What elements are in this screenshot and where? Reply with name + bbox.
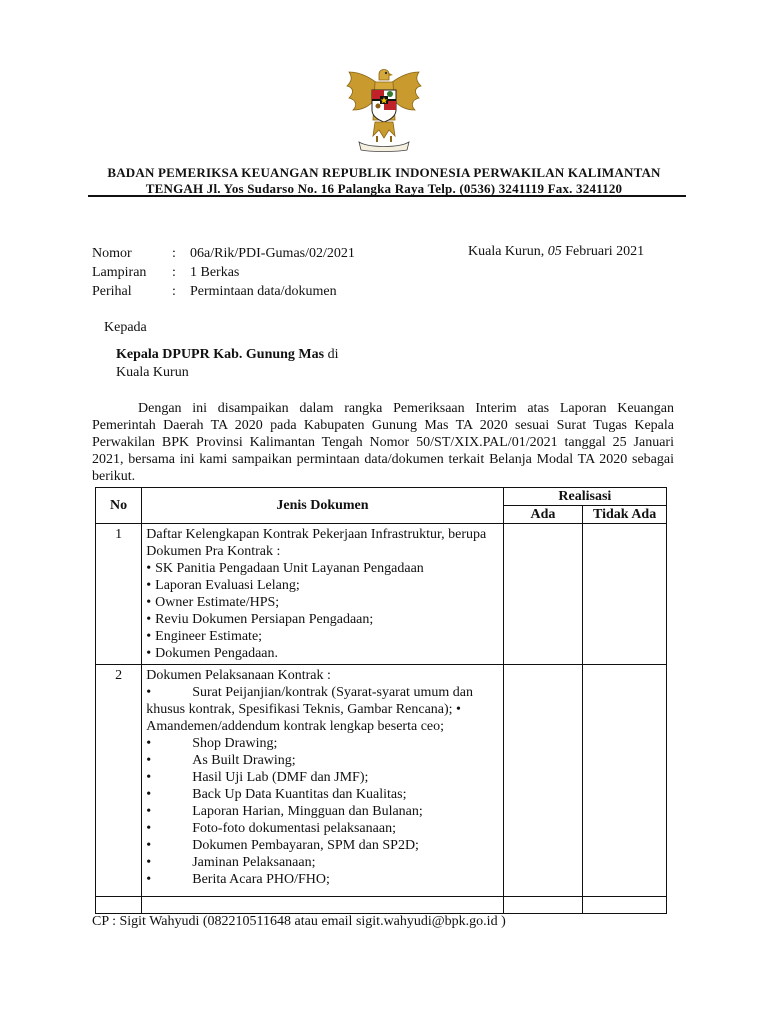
header-ada: Ada bbox=[503, 506, 583, 524]
list-item: • Berita Acara PHO/FHO; bbox=[146, 871, 498, 888]
body-paragraph: Dengan ini disampaikan dalam rangka Pemeriksaan Interim atas Laporan Keuangan Pemerintah Daerah TA 2020 pada Kabupaten Gunung Mas TA 2020 sesuai Surat Tugas Kepala Perwakilan BPK Provinsi Kalimantan Tengah Nomor 50/ST/XIX.PAL/01/2021 tanggal 25 Januari 2021, bersama ini kami sampaikan permintaan data/dokumen terkait Belanja Modal TA 2020 sebagai berikut. bbox=[92, 401, 674, 484]
lampiran-colon: : bbox=[172, 265, 176, 280]
recipient-name: Kepala DPUPR Kab. Gunung Mas bbox=[116, 347, 325, 362]
list-item-continuation: khusus kontrak, Spesifikasi Teknis, Gambar Rencana); • bbox=[146, 702, 461, 717]
date-month-year: Februari 2021 bbox=[565, 244, 645, 259]
recipient-line bbox=[116, 346, 338, 364]
letterhead-divider bbox=[88, 195, 686, 197]
row-number: 1 bbox=[96, 524, 142, 665]
empty-cell bbox=[503, 897, 583, 914]
row-number: 2 bbox=[96, 665, 142, 897]
row-intro-line-2: Dokumen Pra Kontrak : bbox=[146, 544, 281, 559]
list-item: • Dokumen Pembayaran, SPM dan SP2D; bbox=[146, 837, 498, 854]
list-item: • Hasil Uji Lab (DMF dan JMF); bbox=[146, 769, 498, 786]
table-row bbox=[96, 524, 667, 665]
nomor-value: 06a/Rik/PDI-Gumas/02/2021 bbox=[190, 246, 355, 261]
letterhead-line-1: BADAN PEMERIKSA KEUANGAN REPUBLIK INDONESIA PERWAKILAN KALIMANTAN bbox=[107, 165, 661, 180]
list-item: • Back Up Data Kuantitas dan Kualitas; bbox=[146, 786, 498, 803]
list-item: • Surat Peijanjian/kontrak (Syarat-syarat umum dan bbox=[146, 684, 498, 701]
header-no: No bbox=[96, 488, 142, 524]
list-item: • Reviu Dokumen Persiapan Pengadaan; bbox=[146, 611, 498, 628]
list-item: • Foto-foto dokumentasi pelaksanaan; bbox=[146, 820, 498, 837]
place-name: Kuala Kurun, bbox=[468, 244, 545, 259]
cell-tidak-ada[interactable] bbox=[583, 524, 667, 665]
cell-ada[interactable] bbox=[503, 524, 583, 665]
table-header-row-1 bbox=[96, 488, 667, 506]
row-intro-line-1: Daftar Kelengkapan Kontrak Pekerjaan Infrastruktur, berupa bbox=[146, 527, 487, 542]
perihal-colon: : bbox=[172, 284, 176, 299]
list-item: • SK Panitia Pengadaan Unit Layanan Pengadaan bbox=[146, 560, 498, 577]
date-day: 05 bbox=[547, 244, 562, 259]
letterhead-line-2: TENGAH Jl. Yos Sudarso No. 16 Palangka Raya Telp. (0536) 3241119 Fax. 3241120 bbox=[145, 181, 623, 196]
recipient-di: di bbox=[327, 347, 339, 362]
document-list bbox=[146, 684, 498, 701]
nomor-colon: : bbox=[172, 246, 176, 261]
document-request-table bbox=[95, 487, 667, 914]
empty-cell bbox=[96, 897, 142, 914]
lampiran-label: Lampiran bbox=[92, 265, 147, 280]
garuda-emblem-icon bbox=[343, 64, 425, 152]
table-row bbox=[96, 665, 667, 897]
list-item-continuation: Amandemen/addendum kontrak lengkap beserta ceo; bbox=[146, 719, 445, 734]
row-documents bbox=[142, 524, 503, 665]
kepada-label: Kepada bbox=[104, 320, 147, 335]
empty-cell bbox=[142, 897, 503, 914]
list-item: • Engineer Estimate; bbox=[146, 628, 498, 645]
list-item: • Laporan Harian, Mingguan dan Bulanan; bbox=[146, 803, 498, 820]
contact-person: CP : Sigit Wahyudi (082210511648 atau email sigit.wahyudi@bpk.go.id ) bbox=[92, 914, 506, 929]
meta-row-lampiran bbox=[0, 263, 768, 282]
row-intro: Dokumen Pelaksanaan Kontrak : bbox=[146, 668, 331, 683]
list-item: • Jaminan Pelaksanaan; bbox=[146, 854, 498, 871]
recipient-city: Kuala Kurun bbox=[116, 365, 189, 380]
list-item: • Owner Estimate/HPS; bbox=[146, 594, 498, 611]
letterhead bbox=[80, 165, 688, 197]
meta-row-perihal bbox=[0, 282, 768, 301]
lampiran-value: 1 Berkas bbox=[190, 265, 240, 280]
list-item: • Shop Drawing; bbox=[146, 735, 498, 752]
table-row-empty bbox=[96, 897, 667, 914]
header-tidak-ada: Tidak Ada bbox=[583, 506, 667, 524]
list-item: • Dokumen Pengadaan. bbox=[146, 645, 498, 662]
document-list bbox=[146, 560, 498, 662]
perihal-value: Permintaan data/dokumen bbox=[190, 284, 337, 299]
meta-row-nomor bbox=[0, 244, 768, 263]
letter-meta bbox=[0, 244, 768, 301]
list-item: • Laporan Evaluasi Lelang; bbox=[146, 577, 498, 594]
nomor-label: Nomor bbox=[92, 246, 132, 261]
header-jenis-dokumen: Jenis Dokumen bbox=[142, 488, 503, 524]
list-item: • As Built Drawing; bbox=[146, 752, 498, 769]
perihal-label: Perihal bbox=[92, 284, 132, 299]
empty-cell bbox=[583, 897, 667, 914]
cell-ada[interactable] bbox=[503, 665, 583, 897]
recipient-address bbox=[116, 346, 338, 382]
header-realisasi: Realisasi bbox=[503, 488, 666, 506]
document-list bbox=[146, 735, 498, 888]
cell-tidak-ada[interactable] bbox=[583, 665, 667, 897]
row-documents bbox=[142, 665, 503, 897]
place-date bbox=[468, 244, 644, 260]
